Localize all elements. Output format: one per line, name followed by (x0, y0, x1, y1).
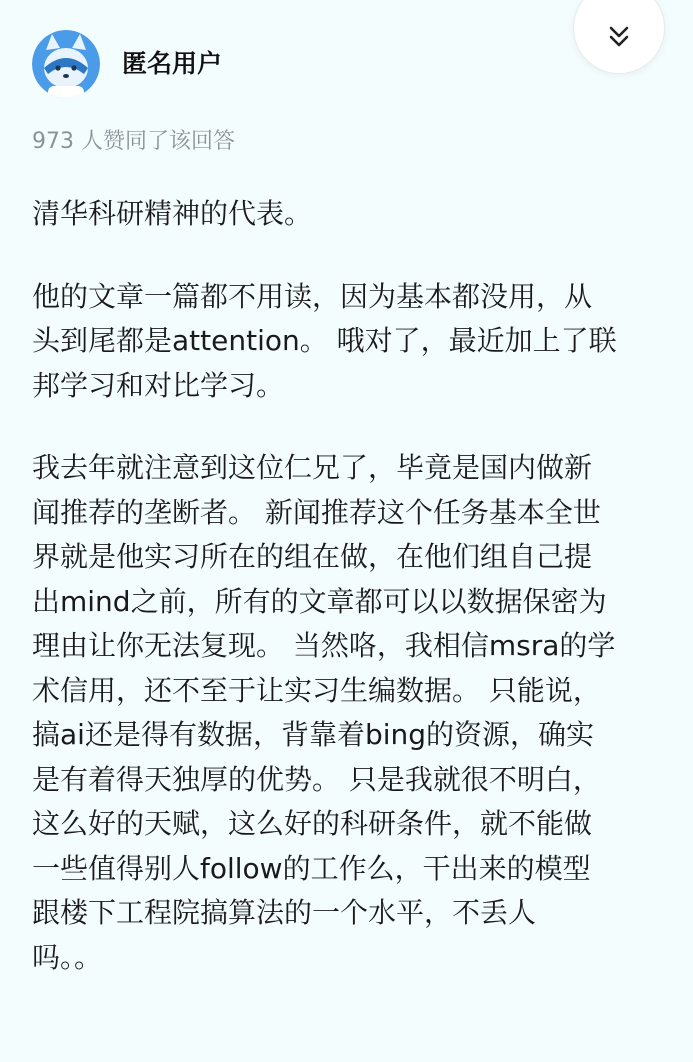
answer-paragraph: 他的文章一篇都不用读，因为基本都没用，从 头到尾都是attention。 哦对了，最近加上了联 邦学习和对比学习。 (32, 279, 617, 402)
likes-count: 973 人赞同了该回答 (32, 129, 235, 154)
username[interactable]: 匿名用户 (122, 49, 223, 78)
answer-content (32, 192, 672, 1018)
anonymous-fox-avatar-icon (32, 30, 100, 98)
collapse-button[interactable] (573, 0, 665, 74)
answer-paragraph: 我去年就注意到这位仁兄了，毕竟是国内做新 闻推荐的垄断者。 新闻推荐这个任务基本全世 界就是他实习所在的组在做，在他们组自己提 出mind之前，所有的文章都可以以数据保密为 理由让你无法复现。 当然咯，我相信msra的学 术信用，还不至于让实习生编数据。 只能说， 搞ai还是得有数据，背靠着bing的资源，确实 是有着得天独厚的优势。 只是我就很不明白， 这么好的天赋，这么好的科研条件，就不能做 一些值得别人follow的工作么，干出来的模型 跟楼下工程院搞算法的一个水平，不丢人 吗。。 (32, 451, 616, 974)
double-chevron-down-icon (606, 24, 632, 50)
avatar[interactable] (32, 30, 100, 98)
answer-paragraph: 清华科研精神的代表。 (32, 197, 313, 230)
